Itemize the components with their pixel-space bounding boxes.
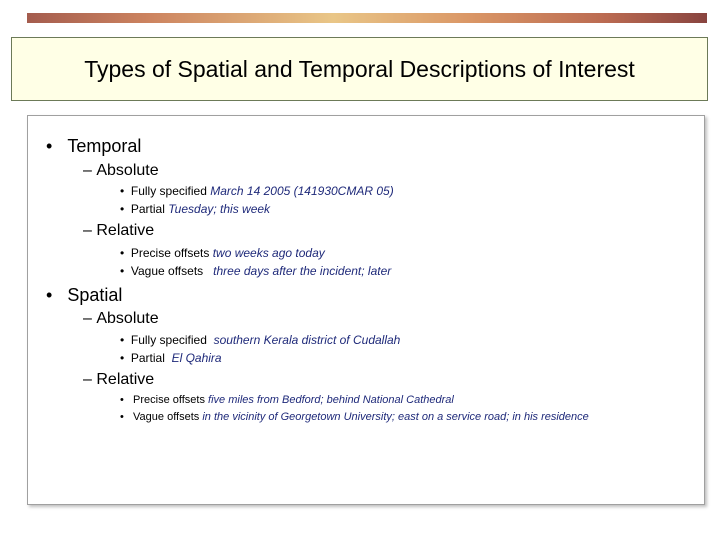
bullet-spatial xyxy=(46,285,122,306)
item-example: five miles from Bedford; behind National Cathedral xyxy=(208,394,454,406)
item-label: Fully specified xyxy=(130,333,207,347)
bullet-dot-icon: • xyxy=(120,333,125,347)
bullet-dot-icon: • xyxy=(46,136,53,156)
item-label: Vague offsets xyxy=(130,264,204,278)
list-item xyxy=(120,411,589,423)
dash-icon: – xyxy=(83,371,92,388)
item-example: southern Kerala district of Cudallah xyxy=(213,333,401,347)
group-label: Relative xyxy=(96,371,155,388)
bullet-dot-icon: • xyxy=(46,285,53,305)
section-label: Spatial xyxy=(67,285,123,305)
section-label: Temporal xyxy=(67,136,142,156)
item-example: two weeks ago today xyxy=(212,246,325,260)
list-item xyxy=(120,351,222,365)
list-item xyxy=(120,246,325,260)
list-item xyxy=(120,202,270,216)
group-label: Relative xyxy=(96,222,155,239)
bullet-dot-icon: • xyxy=(120,246,125,260)
slide-title: Types of Spatial and Temporal Descriptions of Interest xyxy=(84,55,635,82)
decorative-header-bar xyxy=(27,13,707,23)
subbullet-spatial-relative xyxy=(83,371,154,389)
content-box xyxy=(27,115,705,505)
dash-icon: – xyxy=(83,222,92,239)
item-label: Partial xyxy=(130,351,165,365)
bullet-temporal xyxy=(46,136,141,157)
item-example: March 14 2005 (141930CMAR 05) xyxy=(210,184,394,198)
list-item xyxy=(120,394,454,406)
item-label: Precise offsets xyxy=(133,394,205,406)
dash-icon: – xyxy=(83,310,92,327)
item-example: Tuesday; this week xyxy=(168,202,271,216)
item-label: Vague offsets xyxy=(133,411,200,423)
item-label: Partial xyxy=(130,202,165,216)
bullet-dot-icon: • xyxy=(120,184,125,198)
bullet-dot-icon: • xyxy=(120,411,124,423)
item-example: in the vicinity of Georgetown University; east on a service road; in his residence xyxy=(202,411,589,423)
subbullet-temporal-absolute xyxy=(83,162,159,180)
bullet-dot-icon: • xyxy=(120,202,125,216)
group-label: Absolute xyxy=(96,162,159,179)
list-item xyxy=(120,264,391,278)
list-item xyxy=(120,184,394,198)
item-label: Precise offsets xyxy=(130,246,210,260)
bullet-dot-icon: • xyxy=(120,394,124,406)
title-box xyxy=(11,37,708,101)
subbullet-spatial-absolute xyxy=(83,310,159,328)
bullet-dot-icon: • xyxy=(120,264,125,278)
group-label: Absolute xyxy=(96,310,159,327)
item-example: El Qahira xyxy=(171,351,222,365)
dash-icon: – xyxy=(83,162,92,179)
list-item xyxy=(120,333,400,347)
item-label: Fully specified xyxy=(130,184,207,198)
subbullet-temporal-relative xyxy=(83,222,154,240)
item-example: three days after the incident; later xyxy=(213,264,392,278)
bullet-dot-icon: • xyxy=(120,351,125,365)
